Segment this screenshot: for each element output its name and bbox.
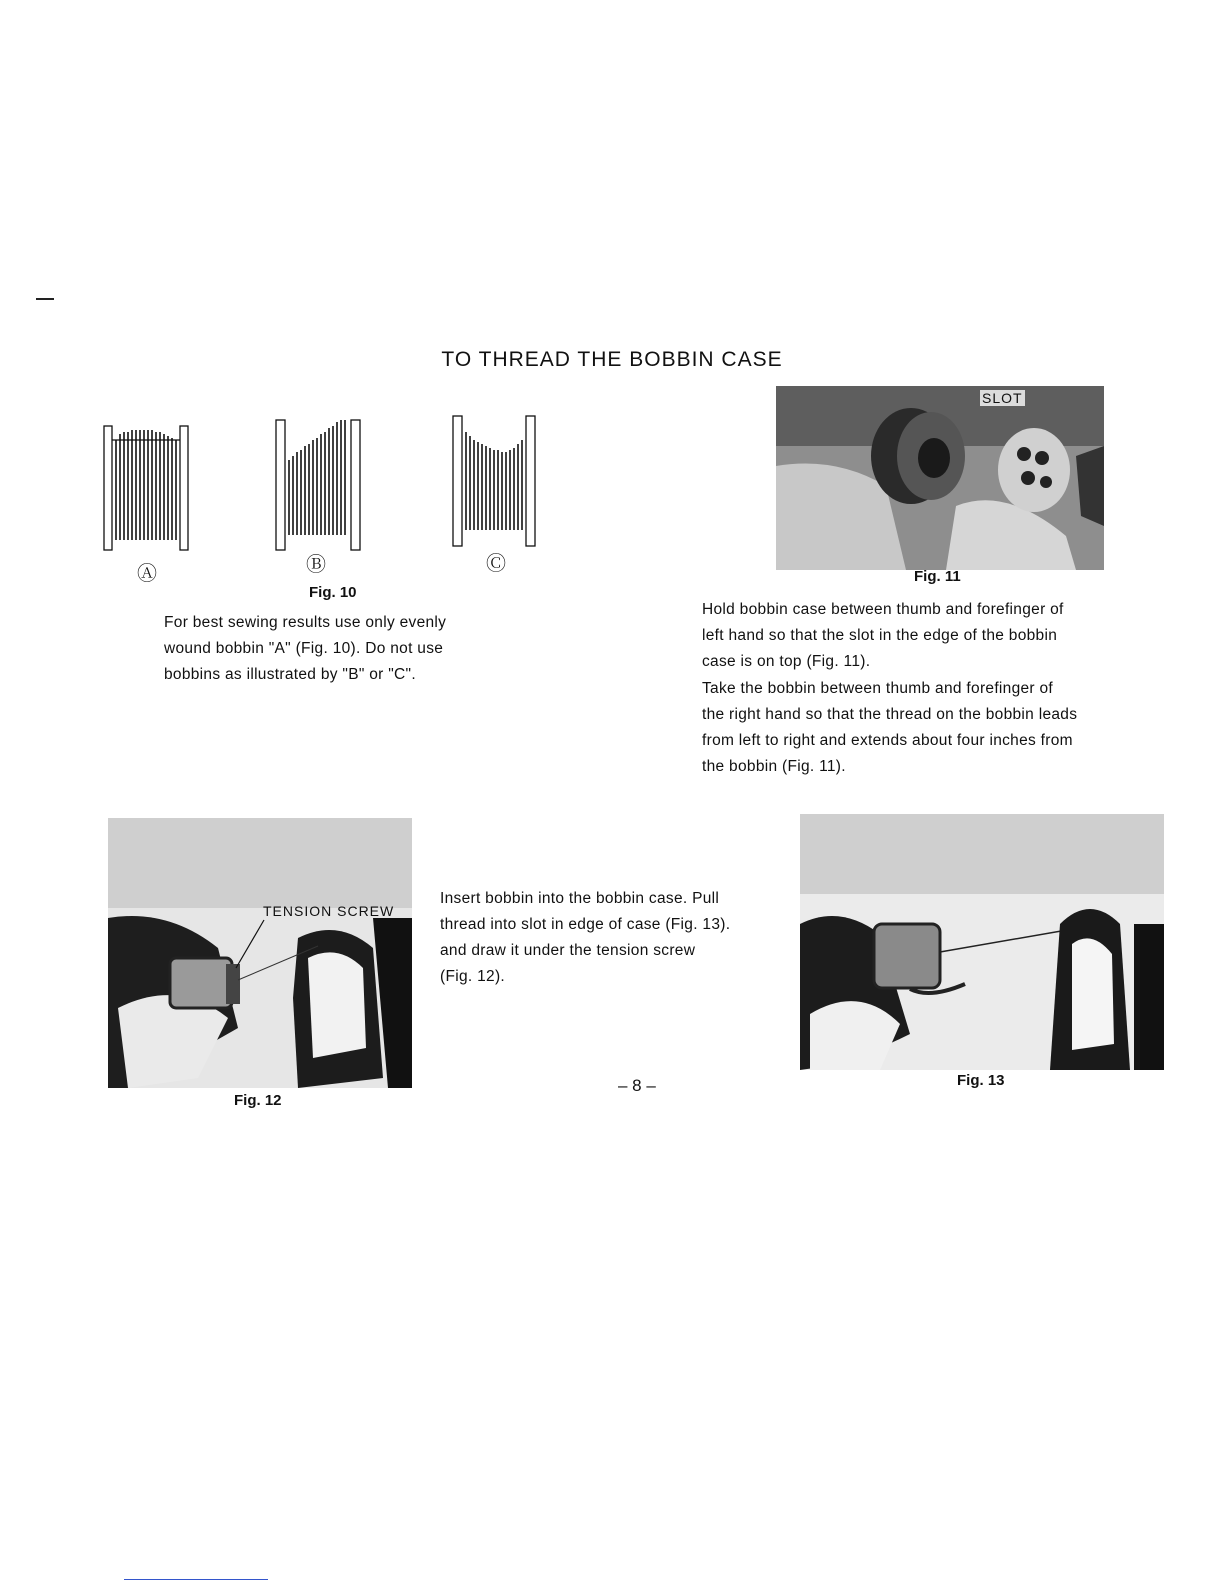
- text-line: bobbins as illustrated by "B" or "C".: [164, 666, 416, 684]
- bobbin-b-drawing: [276, 420, 360, 550]
- tension-screw-callout: TENSION SCREW: [263, 903, 395, 919]
- fig11-text-2: [702, 676, 1132, 780]
- text-line: case is on top (Fig. 11).: [702, 653, 871, 671]
- fig10-text: [164, 610, 524, 688]
- fig13-caption: Fig. 13: [957, 1072, 1005, 1089]
- fig12-photo: [108, 818, 412, 1088]
- bottom-rule: [124, 1579, 268, 1580]
- text-line: (Fig. 12).: [440, 968, 506, 986]
- text-line: Hold bobbin case between thumb and forefinger of: [702, 601, 1064, 618]
- text-line: from left to right and extends about four inches from: [702, 732, 1073, 750]
- text-line: the bobbin (Fig. 11).: [702, 758, 846, 776]
- page-number: – 8 –: [618, 1076, 656, 1095]
- text-line: For best sewing results use only evenly: [164, 614, 447, 631]
- slot-callout: SLOT: [982, 390, 1023, 406]
- bobbin-a-label: Ⓐ: [137, 563, 157, 585]
- fig10-caption: Fig. 10: [309, 584, 357, 601]
- text-line: thread into slot in edge of case (Fig. 13).: [440, 916, 731, 934]
- bobbin-a-drawing: [104, 426, 188, 550]
- text-line: Insert bobbin into the bobbin case. Pull: [440, 890, 720, 907]
- text-line: left hand so that the slot in the edge of the bobbin: [702, 627, 1058, 645]
- text-line: the right hand so that the thread on the bobbin leads: [702, 706, 1078, 724]
- text-line: wound bobbin "A" (Fig. 10). Do not use: [164, 640, 444, 658]
- bobbin-c-drawing: [453, 416, 535, 546]
- bobbin-b-label: Ⓑ: [306, 554, 326, 576]
- bobbin-c-label: Ⓒ: [486, 553, 506, 575]
- page-title: TO THREAD THE BOBBIN CASE: [441, 348, 783, 371]
- margin-mark: [36, 298, 54, 300]
- text-line: Take the bobbin between thumb and forefinger of: [702, 680, 1054, 697]
- text-line: and draw it under the tension screw: [440, 942, 696, 960]
- fig12-caption: Fig. 12: [234, 1092, 282, 1109]
- middle-text: [440, 886, 780, 990]
- fig11-caption: Fig. 11: [914, 568, 961, 585]
- fig11-text-1: [702, 597, 1132, 675]
- fig11-photo: [776, 386, 1104, 570]
- fig13-photo: [800, 814, 1164, 1070]
